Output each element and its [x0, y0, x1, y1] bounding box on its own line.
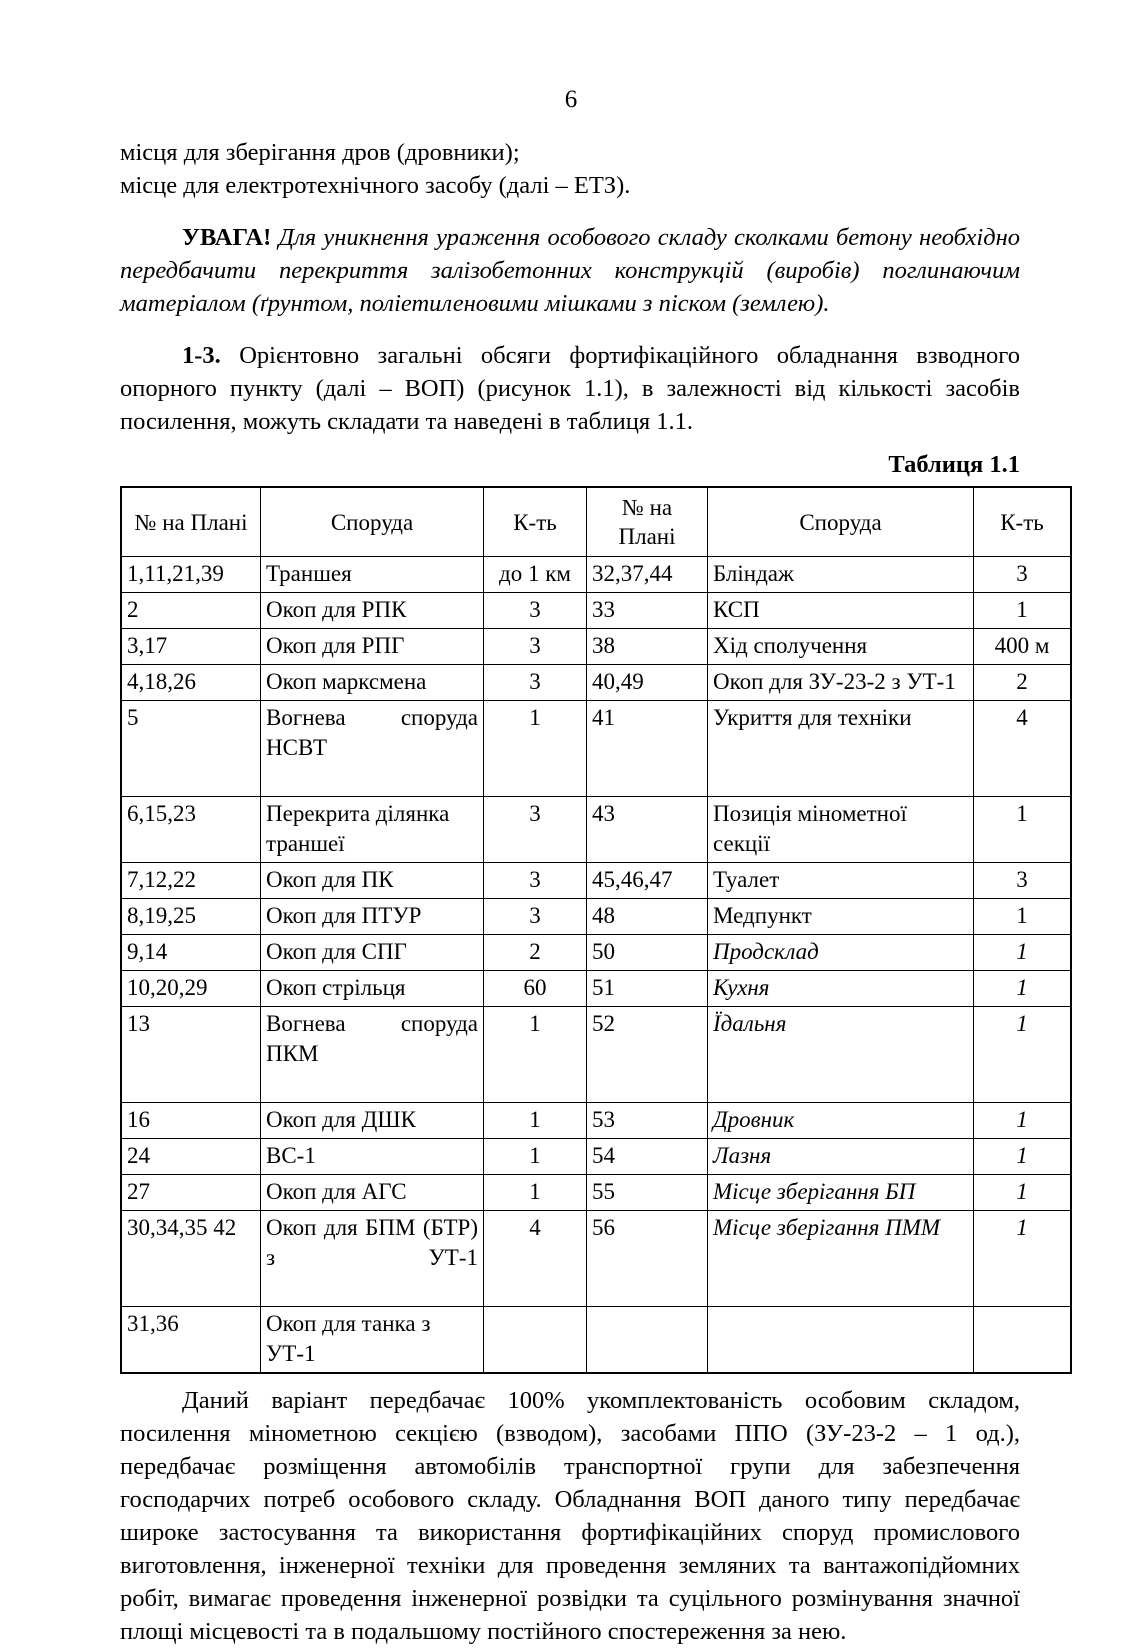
- cell-quantity-left: 3: [484, 665, 587, 701]
- cell-quantity-right: 1: [974, 1175, 1072, 1211]
- header-plan-number-right: № на Плані: [587, 487, 708, 557]
- cell-plan-number-right: 56: [587, 1211, 708, 1307]
- cell-quantity-left: 1: [484, 1175, 587, 1211]
- intro-line-1: місця для зберігання дров (дровники);: [120, 139, 520, 166]
- cell-plan-number-right: 45,46,47: [587, 863, 708, 899]
- cell-plan-number-left: 13: [121, 1007, 261, 1103]
- cell-structure-left: Окоп для АГС: [261, 1175, 484, 1211]
- cell-plan-number-left: 1,11,21,39: [121, 557, 261, 593]
- table-row: [121, 557, 1071, 593]
- header-plan-number-left: № на Плані: [121, 487, 261, 557]
- cell-quantity-right: 3: [974, 557, 1072, 593]
- cell-plan-number-right: 38: [587, 629, 708, 665]
- cell-plan-number-left: 5: [121, 701, 261, 797]
- cell-plan-number-right: 54: [587, 1139, 708, 1175]
- table-row: [121, 1103, 1071, 1139]
- cell-plan-number-right: 51: [587, 971, 708, 1007]
- header-structure-left: Споруда: [261, 487, 484, 557]
- cell-plan-number-left: 2: [121, 593, 261, 629]
- cell-plan-number-right: 40,49: [587, 665, 708, 701]
- attention-text: Для уникнення ураження особового складу сколками бетону необхідно передбачити перекриття залізобетонних конструкцій (виробів) поглинаючим матеріалом (ґрунтом, поліетиленовими мішками з піском (землею).: [120, 224, 1020, 317]
- table-row: [121, 797, 1071, 863]
- table-row: [121, 593, 1071, 629]
- table-row: [121, 971, 1071, 1007]
- cell-quantity-left: 3: [484, 863, 587, 899]
- cell-structure-left: Перекрита ділянка траншеї: [261, 797, 484, 863]
- table-row: [121, 701, 1071, 797]
- cell-structure-right: Дровник: [708, 1103, 974, 1139]
- cell-plan-number-left: 27: [121, 1175, 261, 1211]
- cell-structure-right: КСП: [708, 593, 974, 629]
- cell-plan-number-right: 55: [587, 1175, 708, 1211]
- cell-structure-right: Бліндаж: [708, 557, 974, 593]
- cell-structure-right: Медпункт: [708, 899, 974, 935]
- cell-quantity-right: 4: [974, 701, 1072, 797]
- cell-quantity-left: 3: [484, 593, 587, 629]
- header-structure-right: Споруда: [708, 487, 974, 557]
- cell-quantity-left: 3: [484, 797, 587, 863]
- cell-plan-number-right: 50: [587, 935, 708, 971]
- table-row: [121, 1211, 1071, 1307]
- table-row: [121, 863, 1071, 899]
- cell-structure-left: Окоп марксмена: [261, 665, 484, 701]
- cell-plan-number-left: 8,19,25: [121, 899, 261, 935]
- table-body: [121, 557, 1071, 1374]
- cell-quantity-left: 1: [484, 1007, 587, 1103]
- cell-plan-number-right: 41: [587, 701, 708, 797]
- cell-plan-number-right: 48: [587, 899, 708, 935]
- cell-plan-number-left: 24: [121, 1139, 261, 1175]
- cell-structure-right: Позиція мінометної секції: [708, 797, 974, 863]
- cell-quantity-right: 1: [974, 797, 1072, 863]
- cell-structure-right: Лазня: [708, 1139, 974, 1175]
- cell-quantity-left: 2: [484, 935, 587, 971]
- cell-quantity-left: 1: [484, 1103, 587, 1139]
- cell-plan-number-left: 30,34,35 42: [121, 1211, 261, 1307]
- cell-structure-right: Хід сполучення: [708, 629, 974, 665]
- table-caption: Таблиця 1.1: [888, 451, 1020, 478]
- cell-plan-number-right: 53: [587, 1103, 708, 1139]
- cell-plan-number-left: 16: [121, 1103, 261, 1139]
- cell-structure-left: Окоп для РПК: [261, 593, 484, 629]
- cell-plan-number-right: 33: [587, 593, 708, 629]
- cell-plan-number-left: 7,12,22: [121, 863, 261, 899]
- page-number: 6: [564, 86, 578, 113]
- cell-plan-number-left: 10,20,29: [121, 971, 261, 1007]
- cell-structure-left: Окоп для ДШК: [261, 1103, 484, 1139]
- closing-paragraph: Даний варіант передбачає 100% укомплектованість особовим складом, посилення мінометною секцією (взводом), засобами ППО (ЗУ-23-2 – 1 од.), передбачає розміщення автомобілів транспортної групи для забезпечення господарчих потреб особового складу. Обладнання ВОП даного типу передбачає широке застосування та використання фортифікаційних споруд промислового виготовлення, інженерної техніки для проведення земляних та вантажопідйомних робіт, вимагає проведення інженерної розвідки та суцільного розмінування значної площі місцевості та в подальшому постійного спостереження за нею.: [120, 1387, 1020, 1645]
- fortification-table: [120, 486, 1072, 1374]
- attention-label: УВАГА!: [182, 224, 272, 251]
- table-row: [121, 1007, 1071, 1103]
- cell-structure-right: Продсклад: [708, 935, 974, 971]
- cell-plan-number-right: [587, 1307, 708, 1374]
- cell-quantity-right: 1: [974, 1211, 1072, 1307]
- cell-structure-right: Місце зберігання ПММ: [708, 1211, 974, 1307]
- clause-text: Орієнтовно загальні обсяги фортифікаційного обладнання взводного опорного пункту (далі – ВОП) (рисунок 1.1), в залежності від кількості засобів посилення, можуть складати та наведені в таблиця 1.1.: [120, 342, 1020, 435]
- header-quantity-right: К-ть: [974, 487, 1072, 557]
- attention-paragraph: [120, 221, 1020, 320]
- cell-quantity-left: до 1 км: [484, 557, 587, 593]
- table-header-row: [121, 487, 1071, 557]
- cell-quantity-left: [484, 1307, 587, 1374]
- cell-quantity-right: 2: [974, 665, 1072, 701]
- cell-plan-number-left: 3,17: [121, 629, 261, 665]
- cell-structure-right: [708, 1307, 974, 1374]
- cell-quantity-right: 1: [974, 1103, 1072, 1139]
- cell-plan-number-left: 6,15,23: [121, 797, 261, 863]
- cell-plan-number-left: 4,18,26: [121, 665, 261, 701]
- cell-plan-number-left: 31,36: [121, 1307, 261, 1374]
- cell-structure-right: Їдальня: [708, 1007, 974, 1103]
- clause-paragraph: [120, 339, 1020, 438]
- cell-structure-left: Окоп стрільця: [261, 971, 484, 1007]
- cell-quantity-right: 1: [974, 899, 1072, 935]
- table-row: [121, 1175, 1071, 1211]
- cell-quantity-right: 400 м: [974, 629, 1072, 665]
- cell-quantity-right: 1: [974, 593, 1072, 629]
- cell-plan-number-right: 43: [587, 797, 708, 863]
- clause-number: 1-3.: [182, 342, 221, 369]
- cell-structure-right: Окоп для ЗУ-23-2 з УТ-1: [708, 665, 974, 701]
- cell-quantity-left: 4: [484, 1211, 587, 1307]
- cell-quantity-right: 1: [974, 935, 1072, 971]
- cell-structure-right: Кухня: [708, 971, 974, 1007]
- table-row: [121, 629, 1071, 665]
- cell-quantity-left: 1: [484, 1139, 587, 1175]
- cell-quantity-right: 1: [974, 1007, 1072, 1103]
- cell-structure-left: Окоп для ПТУР: [261, 899, 484, 935]
- cell-structure-left: Окоп для танка з УТ-1: [261, 1307, 484, 1374]
- cell-quantity-right: 3: [974, 863, 1072, 899]
- cell-quantity-right: 1: [974, 1139, 1072, 1175]
- cell-structure-left: Вогнева споруда НСВТ: [261, 701, 484, 797]
- cell-structure-left: Окоп для ПК: [261, 863, 484, 899]
- cell-structure-left: Окоп для СПГ: [261, 935, 484, 971]
- header-quantity-left: К-ть: [484, 487, 587, 557]
- cell-structure-right: Місце зберігання БП: [708, 1175, 974, 1211]
- table-row: [121, 935, 1071, 971]
- cell-structure-right: Укриття для техніки: [708, 701, 974, 797]
- cell-structure-left: Вогнева споруда ПКМ: [261, 1007, 484, 1103]
- cell-structure-left: Окоп для БПМ (БТР) з УТ-1: [261, 1211, 484, 1307]
- table-row: [121, 665, 1071, 701]
- intro-line-2: місце для електротехнічного засобу (далі – ЕТЗ).: [120, 172, 631, 199]
- table-row: [121, 1307, 1071, 1374]
- cell-plan-number-left: 9,14: [121, 935, 261, 971]
- page-content: [120, 136, 1050, 1648]
- cell-quantity-right: 1: [974, 971, 1072, 1007]
- cell-quantity-left: 3: [484, 629, 587, 665]
- cell-quantity-left: 1: [484, 701, 587, 797]
- cell-quantity-right: [974, 1307, 1072, 1374]
- cell-quantity-left: 60: [484, 971, 587, 1007]
- cell-plan-number-right: 52: [587, 1007, 708, 1103]
- table-row: [121, 1139, 1071, 1175]
- cell-structure-right: Туалет: [708, 863, 974, 899]
- cell-quantity-left: 3: [484, 899, 587, 935]
- table-row: [121, 899, 1071, 935]
- cell-structure-left: ВС-1: [261, 1139, 484, 1175]
- cell-plan-number-right: 32,37,44: [587, 557, 708, 593]
- cell-structure-left: Траншея: [261, 557, 484, 593]
- cell-structure-left: Окоп для РПГ: [261, 629, 484, 665]
